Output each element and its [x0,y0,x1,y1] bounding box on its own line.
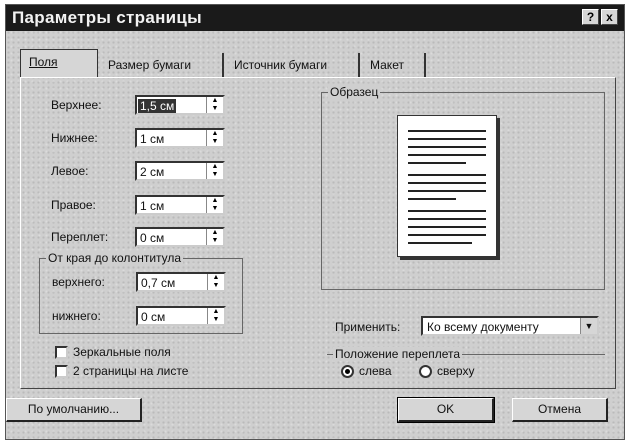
page-setup-dialog [5,4,625,440]
left-margin-input[interactable] [135,161,225,181]
two-pages-label[interactable]: 2 страницы на листе [73,364,189,378]
spin-up-icon[interactable]: ▲ [211,163,219,170]
top-margin-input[interactable] [135,95,225,115]
bottom-margin-spinner[interactable] [206,130,223,146]
tab-margins-label: Поля [29,55,58,69]
gutter-top-radio[interactable] [419,365,432,378]
spin-down-icon[interactable]: ▼ [212,316,220,323]
header-distance-value: 0,7 см [141,276,176,290]
right-margin-value: 1 см [140,199,165,213]
close-button[interactable]: x [601,9,618,25]
footer-distance-label: нижнего: [52,309,101,323]
gutter-value: 0 см [140,231,165,245]
footer-distance-input[interactable] [136,306,226,326]
spin-up-icon[interactable]: ▲ [211,130,219,137]
apply-to-label: Применить: [335,320,401,334]
right-margin-input[interactable] [135,195,225,215]
chevron-down-icon[interactable]: ▼ [580,318,597,334]
left-margin-spinner[interactable] [206,163,223,179]
header-distance-label: верхнего: [52,275,105,289]
default-button[interactable]: По умолчанию... [6,398,142,422]
tab-paper-source[interactable]: Источник бумаги [226,53,360,77]
left-margin-value: 2 см [140,165,165,179]
top-margin-spinner[interactable] [206,97,223,113]
spin-down-icon[interactable]: ▼ [211,237,219,244]
tab-layout[interactable]: Макет [362,53,426,77]
preview-title: Образец [330,85,379,99]
help-button[interactable]: ? [582,9,599,25]
ok-button[interactable]: OK [398,398,494,422]
footer-distance-value: 0 см [141,310,166,324]
top-margin-label: Верхнее: [51,98,102,112]
bottom-margin-label: Нижнее: [51,131,98,145]
spin-up-icon[interactable]: ▲ [212,274,220,281]
spin-down-icon[interactable]: ▼ [211,105,219,112]
gutter-input[interactable] [135,227,225,247]
spin-up-icon[interactable]: ▲ [211,97,219,104]
mirror-margins-label[interactable]: Зеркальные поля [73,345,171,359]
header-distance-input[interactable] [136,272,226,292]
apply-to-select[interactable] [421,316,599,336]
spin-up-icon[interactable]: ▲ [211,197,219,204]
gutter-left-label[interactable]: слева [359,364,392,378]
gutter-label: Переплет: [51,230,109,244]
spin-up-icon[interactable]: ▲ [211,229,219,236]
cancel-button[interactable]: Отмена [512,398,608,422]
gutter-left-radio[interactable] [341,365,354,378]
gutter-top-label[interactable]: сверху [437,364,475,378]
spin-down-icon[interactable]: ▼ [211,171,219,178]
header-footer-title: От края до колонтитула [48,251,182,265]
mirror-margins-checkbox[interactable] [55,346,68,359]
apply-to-value: Ко всему документу [427,320,539,334]
two-pages-checkbox[interactable] [55,365,68,378]
spin-down-icon[interactable]: ▼ [212,282,220,289]
window-title: Параметры страницы [12,8,202,27]
gutter-spinner[interactable] [206,229,223,245]
spin-down-icon[interactable]: ▼ [211,205,219,212]
header-footer-group [39,251,243,334]
footer-distance-spinner[interactable] [207,308,224,324]
preview-page [397,115,497,257]
top-margin-value: 1,5 см [140,99,175,113]
right-margin-spinner[interactable] [206,197,223,213]
left-margin-label: Левое: [51,164,89,178]
gutter-position-title: Положение переплета [335,347,461,361]
bottom-margin-input[interactable] [135,128,225,148]
preview-group [321,85,605,290]
header-distance-spinner[interactable] [207,274,224,290]
title-bar [6,5,624,31]
tab-paper-size[interactable]: Размер бумаги [100,53,224,77]
right-margin-label: Правое: [51,198,96,212]
margins-panel [20,77,616,389]
spin-down-icon[interactable]: ▼ [211,138,219,145]
tab-margins[interactable] [20,49,98,77]
spin-up-icon[interactable]: ▲ [212,308,220,315]
gutter-position-group [327,347,605,384]
bottom-margin-value: 1 см [140,132,165,146]
